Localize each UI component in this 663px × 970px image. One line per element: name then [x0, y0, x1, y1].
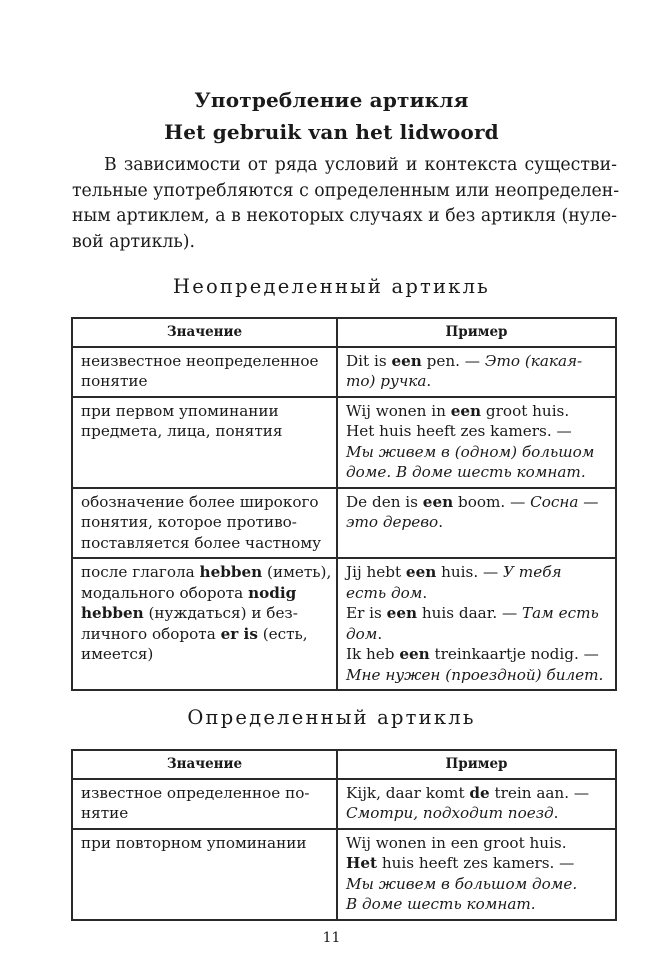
cell-line: понятия, которое противо-	[81, 513, 297, 531]
cell-line	[346, 492, 609, 513]
section-title-indefinite: Неопределенный артикль	[173, 275, 490, 298]
text-run: .	[422, 583, 428, 602]
cell-line	[346, 512, 609, 533]
cell-line	[346, 462, 609, 483]
cell-line	[346, 351, 609, 372]
cell-line	[81, 562, 330, 583]
intro-paragraph	[72, 153, 620, 255]
cell-line	[346, 853, 609, 874]
meaning-cell	[72, 558, 337, 690]
text-run: trein aan. —	[489, 783, 590, 802]
intro-line: вой артикль).	[72, 231, 196, 252]
column-header-example: Пример	[337, 318, 616, 347]
text-run: .	[553, 804, 559, 822]
text-run: личного оборота	[81, 624, 221, 643]
translation-text: В доме шесть комнат.	[346, 895, 536, 913]
translation-text: Мы живем в (одном) большом	[346, 442, 595, 461]
cell-line	[346, 442, 609, 463]
translation-text: это дерево	[346, 513, 439, 531]
example-cell	[337, 397, 616, 488]
cell-line	[346, 874, 609, 895]
text-run: huis daar. —	[417, 604, 522, 622]
article-emphasis: een	[422, 492, 454, 511]
text-run: De den is	[346, 492, 423, 511]
page-title-nl: Het gebruik van het lidwoord	[164, 120, 499, 144]
cell-line	[346, 603, 609, 624]
meaning-cell	[72, 829, 337, 920]
translation-text: доме. В доме шесть комнат.	[346, 463, 586, 481]
cell-line	[346, 783, 609, 804]
text-run: .	[438, 513, 444, 531]
cell-line: при первом упоминании	[81, 401, 279, 420]
meaning-cell	[72, 488, 337, 559]
cell-line: нятие	[81, 804, 129, 822]
translation-text: Смотри, подходит поезд	[346, 804, 554, 822]
translation-text: Сосна —	[530, 492, 599, 511]
article-emphasis: een	[391, 351, 422, 370]
example-cell	[337, 829, 616, 920]
table-row	[72, 779, 616, 829]
cell-line	[346, 562, 609, 583]
text-run: .	[377, 624, 383, 643]
text-run: после глагола	[81, 563, 200, 581]
meaning-cell	[72, 397, 337, 488]
text-run: Het huis heeft zes kamers. —	[346, 422, 572, 440]
cell-line	[346, 371, 609, 392]
text-run: huis. —	[436, 563, 503, 581]
cell-line	[346, 644, 609, 665]
text-run: Jij hebt	[346, 563, 406, 581]
article-emphasis: een	[386, 604, 418, 622]
page-number: 11	[322, 930, 341, 946]
article-emphasis: een	[399, 645, 430, 663]
cell-line	[346, 401, 609, 422]
text-run: huis heeft zes kamers. —	[377, 854, 575, 872]
text-run: treinkaartje nodig. —	[429, 645, 599, 663]
translation-text: то) ручка	[346, 372, 427, 390]
column-header-example: Пример	[337, 750, 616, 779]
text-run: (нуждаться) и без-	[143, 604, 298, 622]
cell-line	[346, 624, 609, 645]
text-run: (есть,	[257, 624, 308, 643]
article-emphasis: er is	[220, 624, 258, 643]
text-run: groot huis.	[481, 401, 570, 420]
text-run: .	[426, 372, 432, 390]
table-row	[72, 829, 616, 920]
cell-line	[346, 583, 609, 604]
definite-article-table	[71, 749, 617, 921]
example-cell	[337, 558, 616, 690]
example-cell	[337, 347, 616, 397]
text-run: pen. —	[421, 351, 485, 370]
article-emphasis: een	[405, 563, 437, 581]
cell-line	[81, 624, 330, 645]
cell-line	[346, 894, 609, 915]
translation-text: Мы живем в большом доме.	[346, 874, 578, 893]
meaning-cell	[72, 779, 337, 829]
cell-line: известное определенное по-	[81, 783, 310, 802]
table-row	[72, 347, 616, 397]
article-emphasis: hebben	[199, 563, 263, 581]
cell-line: неизвестное неопределенное	[81, 351, 319, 370]
translation-text: Там есть	[522, 604, 599, 622]
text-run: boom. —	[453, 492, 531, 511]
example-cell	[337, 488, 616, 559]
article-emphasis: Het	[346, 854, 378, 872]
translation-text: У тебя	[503, 563, 562, 581]
intro-line: тельные употребляются с определенным или неопределен-	[72, 180, 620, 201]
table-row	[72, 558, 616, 690]
article-emphasis: een	[450, 401, 482, 420]
text-run: Er is	[346, 604, 387, 622]
text-run: Wij wonen in een groot huis.	[346, 833, 567, 852]
article-emphasis: hebben	[81, 604, 144, 622]
article-emphasis: de	[469, 783, 490, 802]
text-run: Ik heb	[346, 645, 400, 663]
text-run: Wij wonen in	[346, 401, 451, 420]
example-cell	[337, 779, 616, 829]
translation-text: Это (какая-	[484, 351, 583, 370]
cell-line	[346, 803, 609, 824]
cell-line	[346, 421, 609, 442]
cell-line: предмета, лица, понятия	[81, 422, 283, 440]
cell-line	[81, 603, 330, 624]
intro-line: ным артиклем, а в некоторых случаях и без артикля (нуле-	[72, 206, 617, 226]
cell-line	[346, 833, 609, 854]
cell-line: понятие	[81, 372, 148, 390]
table-row	[72, 397, 616, 488]
cell-line: при повторном упоминании	[81, 833, 307, 852]
text-run: модального оборота	[81, 583, 249, 602]
text-run: Kijk, daar komt	[346, 783, 470, 802]
cell-line: обозначение более широкого	[81, 492, 319, 511]
column-header-meaning: Значение	[72, 750, 337, 779]
text-run: имеется)	[81, 645, 154, 663]
translation-text: есть дом	[346, 583, 423, 602]
cell-line	[346, 665, 609, 686]
indefinite-article-table	[71, 317, 617, 691]
page-title-ru: Употребление артикля	[194, 88, 469, 112]
cell-line: поставляется более частному	[81, 533, 322, 552]
text-run: Dit is	[346, 351, 392, 370]
section-title-definite: Определенный артикль	[187, 706, 476, 729]
table-row	[72, 488, 616, 559]
cell-line	[81, 583, 330, 604]
translation-text: дом	[346, 624, 378, 643]
text-run: (иметь),	[262, 563, 332, 581]
intro-line: В зависимости от ряда условий и контекста существи-	[104, 155, 617, 175]
table-header-row	[72, 318, 616, 347]
column-header-meaning: Значение	[72, 318, 337, 347]
table-header-row	[72, 750, 616, 779]
cell-line	[81, 644, 330, 665]
translation-text: Мне нужен (проездной) билет.	[346, 665, 604, 684]
article-emphasis: nodig	[248, 583, 297, 602]
meaning-cell	[72, 347, 337, 397]
